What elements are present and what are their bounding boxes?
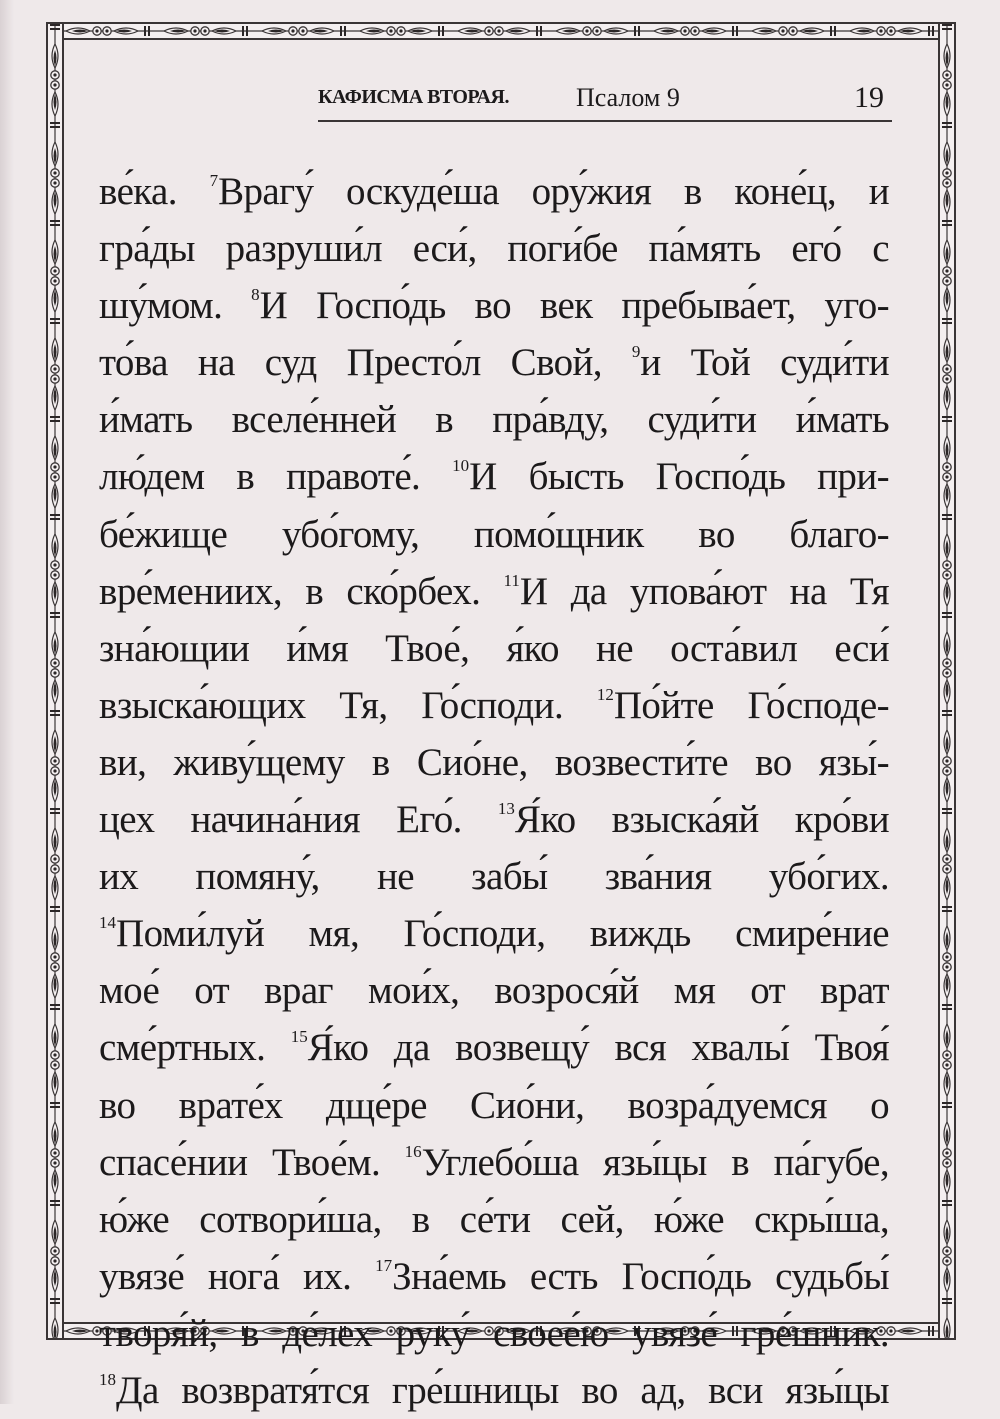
text-line [99, 563, 889, 620]
verse-number: 17 [375, 1255, 393, 1275]
line-text: Углебо́ша язы́цы в па́губе, [421, 1140, 889, 1184]
line-text: во врате́х дще́ре Сио́ни, возра́дуемся о [99, 1083, 889, 1127]
line-text: увязе́ нога́ их. [99, 1254, 376, 1298]
text-line [99, 163, 889, 220]
line-text: сме́ртных. [99, 1026, 291, 1070]
text-line [99, 1248, 889, 1305]
line-text: и́мать вселе́нней в пра́вду, суди́ти и́мать [99, 398, 889, 442]
verse-number: 15 [290, 1027, 308, 1047]
ornament-pattern-icon [48, 24, 954, 38]
line-text: спасе́нии Твое́м. [99, 1140, 405, 1184]
text-line [99, 848, 889, 905]
verse-number: 9 [631, 342, 641, 362]
verse-number: 12 [596, 684, 614, 704]
text-line [99, 1077, 889, 1134]
text-line [99, 620, 889, 677]
text-line [99, 448, 889, 505]
line-text: то́ва на суд Престо́л Свой, [99, 341, 632, 385]
text-line [99, 791, 889, 848]
text-line [99, 962, 889, 1019]
line-text: И да упова́ют на Тя [519, 569, 889, 613]
verse-number: 10 [452, 456, 470, 476]
text-line [99, 1191, 889, 1248]
frame-top-border-ornament [46, 22, 956, 40]
ornament-pattern-icon [48, 24, 62, 1338]
line-text: ви, живу́щему в Сио́не, возвести́те во язы́- [99, 740, 889, 784]
verse-number: 13 [497, 799, 515, 819]
line-text: вре́мениих, в ско́рбех. [99, 569, 504, 613]
running-header [318, 80, 892, 122]
line-text: Зна́емь есть Госпо́дь судьбы́ [392, 1254, 889, 1298]
line-text: ю́же сотвори́ша, в се́ти сей, ю́же скры́ша, [99, 1197, 889, 1241]
frame-left-border-ornament [46, 22, 64, 1340]
line-text: шу́мом. [99, 284, 252, 328]
line-text: И бысть Госпо́дь при- [469, 455, 889, 499]
text-line [99, 734, 889, 791]
text-line [99, 677, 889, 734]
text-line [99, 220, 889, 277]
verse-number: 16 [404, 1141, 422, 1161]
text-line [99, 1019, 889, 1076]
text-line [99, 334, 889, 391]
text-line [99, 1305, 889, 1362]
psalm-text [99, 163, 889, 1419]
text-line [99, 1362, 889, 1419]
line-text: и Той суди́ти [640, 341, 889, 385]
line-text: ве́ка. [99, 170, 210, 213]
verse-number: 8 [251, 285, 260, 305]
verse-number: 11 [503, 570, 520, 590]
line-text: цех начина́ния Его́. [99, 798, 498, 842]
line-text: зна́ющии и́мя Твое́, я́ко не оста́вил еси́ [99, 626, 889, 670]
section-title: КАФИСМА ВТОРАЯ. [318, 86, 509, 108]
line-text: Я́ко да возвещу́ вся хвалы́ Твоя́ [307, 1026, 889, 1070]
page-number: 19 [854, 81, 884, 114]
line-text: взыска́ющих Тя, Го́споди. [99, 683, 597, 727]
psalm-title: Псалом 9 [576, 83, 680, 112]
line-text: И Госпо́дь во век пребыва́ет, уго- [259, 284, 889, 328]
text-line [99, 1134, 889, 1191]
line-text: лю́дем в правоте́. [99, 455, 453, 499]
verse-number: 14 [99, 913, 116, 933]
frame-right-border-ornament [938, 22, 956, 1340]
line-text: их помяну́, не забы́ зва́ния убо́гих. [99, 855, 889, 899]
line-text: бе́жище убо́гому, помо́щник во благо- [99, 512, 889, 556]
line-text: Поми́луй мя, Го́споди, виждь смире́ние [116, 912, 889, 956]
verse-number: 7 [209, 171, 219, 190]
line-text: творя́й, в де́лех руку́ своее́ю увязе́ гре́шник. [99, 1311, 889, 1355]
line-text: Я́ко взыска́яй кро́ви [514, 798, 889, 842]
text-line [99, 391, 889, 448]
page-edge-shadow [0, 0, 14, 1404]
line-text: мое́ от враг мои́х, возрося́й мя от врат [99, 969, 889, 1013]
verse-number: 18 [99, 1369, 116, 1389]
line-text: По́йте Го́споде- [613, 683, 889, 727]
text-line [99, 277, 889, 334]
line-text: Врагу́ оскуде́ша ору́жия в коне́ц, и [218, 170, 889, 213]
text-line [99, 506, 889, 563]
ornament-pattern-icon [940, 24, 954, 1338]
text-line [99, 905, 889, 962]
line-text: гра́ды разруши́л еси́, поги́бе па́мять его́ с [99, 227, 889, 271]
line-text: Да возвратя́тся гре́шницы во ад, вси язы́цы [116, 1368, 889, 1412]
